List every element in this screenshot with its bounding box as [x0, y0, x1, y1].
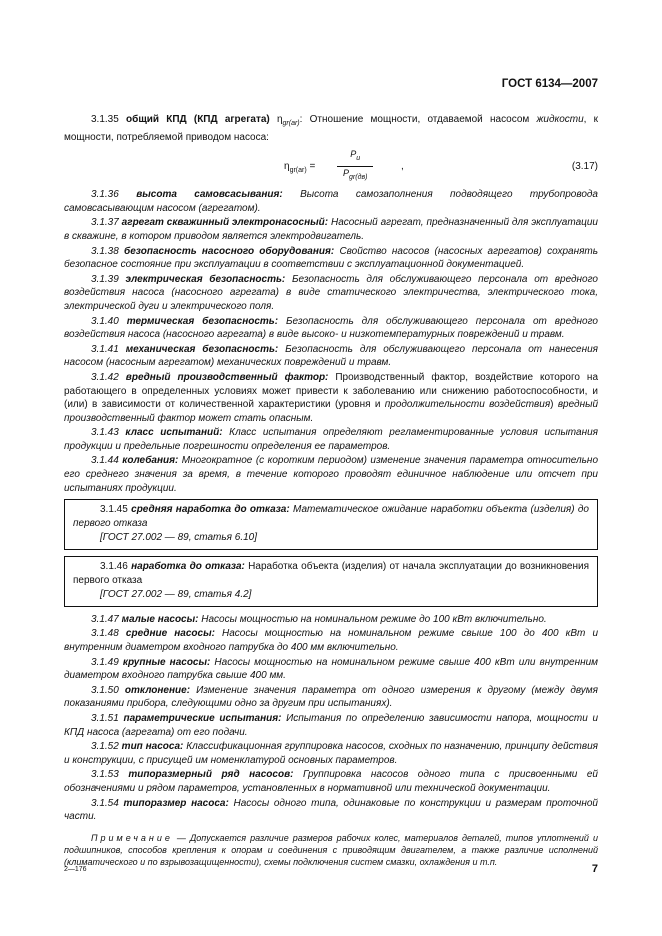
clause-number: 3.1.53 — [91, 769, 119, 781]
clause-number: 3.1.51 — [91, 712, 119, 724]
definition-3-1-46 — [73, 560, 589, 587]
definition-text: Изменение значения параметра от одного измерения к другому (между двумя показаниями прибора, следующими одно за другим при испытаниях). — [64, 684, 599, 710]
definition-text: Многократное (с коротким периодом) изменение значения параметра относительно его среднего значения за время, в течение которого проводят единичное наблюдение или отсчет при испытаниях продукции. — [64, 455, 599, 494]
definition-item — [64, 684, 598, 711]
term: колебания: — [122, 455, 179, 467]
term: типоразмер насоса: — [123, 797, 229, 809]
note — [64, 832, 598, 869]
formula-tail: , — [401, 161, 404, 173]
clause-number: 3.1.44 — [91, 455, 119, 467]
definition-text: Наработка объекта (изделия) от начала эксплуатации до возникновения первого отказа — [73, 561, 590, 586]
definition-item — [64, 627, 598, 654]
definition-text: : Отношение мощности, отдаваемой насосом жидкости, к мощности, потребляемой приводом насоса: — [64, 114, 599, 143]
clause-number: 3.1.43 — [91, 427, 119, 439]
definition-3-1-42 — [64, 371, 598, 425]
definition-text: Насосный агрегат, предназначенный для эксплуатации в скважине, в котором приводом является электродвигатель. — [64, 217, 598, 242]
document-header-id: ГОСТ 6134—2007 — [501, 78, 598, 90]
formula-fraction — [337, 148, 373, 184]
definition-item — [64, 768, 598, 795]
reference-citation: [ГОСТ 27.002 — 89, статья 4.2] — [100, 589, 252, 601]
definition-text: Испытания по определению зависимости напора, мощности и КПД насоса (агрегата) от его подачи. — [64, 712, 599, 738]
term: агрегат скважинный электронасосный: — [121, 217, 329, 229]
clause-number: 3.1.35 — [91, 114, 119, 125]
term: электрическая безопасность: — [125, 273, 286, 285]
definition-text: Безопасность для обслуживающего персонала от вредного воздействия насоса (насосного агрегата) в виде высоко- и низкотемпературных повреждений и травм. — [64, 315, 598, 341]
definition-text: Высота самозаполнения подводящего трубопровода самовсасывающим насосом (агрегатом). — [64, 189, 598, 214]
formula-lhs: $\eta_{gr(ar)}$ = — [284, 161, 316, 175]
definition-text: Насосы одного типа, одинаковые по конструкции и размерам проточной части. — [64, 797, 598, 823]
term: крупные насосы: — [122, 656, 211, 668]
definition-text: Свойство насосов (насосных агрегатов) сохранять безопасное состояние при эксплуатации в соответствии с эксплуатационной документацией. — [64, 245, 599, 271]
page-content — [64, 113, 598, 878]
term: вредный производственный фактор: — [125, 371, 329, 383]
term: средняя наработка до отказа: — [131, 504, 290, 516]
reference-citation: [ГОСТ 27.002 — 89, статья 6.10] — [100, 532, 257, 544]
formula-3-17 — [64, 148, 598, 182]
definition-text: Производственный фактор, воздействие которого на работающего в определенных условиях может привести к заболеванию или снижению работоспособности, и (или) в зависимости от количественной характеристики (уровня и продолжительности воздействия) вредный производственный фактор может стать опасным. — [64, 371, 599, 424]
page-number: 7 — [591, 863, 598, 875]
term: механическая безопасность: — [125, 343, 279, 355]
clause-number: 3.1.39 — [91, 273, 119, 285]
term: отклонение: — [124, 684, 191, 696]
definition-item — [64, 343, 598, 370]
term: безопасность насосного оборудования: — [124, 245, 335, 257]
definitions-list-1 — [64, 188, 598, 370]
definition-item — [64, 315, 598, 342]
definition-text: Насосы мощностью на номинальном режиме свыше 400 кВт или внутренним диаметром входного патрубка свыше 400 мм. — [64, 656, 599, 682]
definition-item — [64, 426, 598, 453]
clause-number: 3.1.47 — [91, 613, 119, 625]
definition-text: Безопасность для обслуживающего персонала от вредного воздействия насоса (насосного агрегата) в виде статического электричества, электрического тока, электрической дуги и электрического поля. — [64, 273, 598, 312]
definition-3-1-45 — [73, 503, 589, 530]
definition-text: Группировка насосов одного типа с присвоенными ей обозначениями и рядом параметров, установленных в нормативной или технической документации. — [64, 769, 598, 794]
clause-number: 3.1.40 — [91, 315, 119, 327]
definition-text: Математическое ожидание наработки объекта (изделия) до первого отказа — [73, 504, 589, 529]
note-text: — Допускается различие размеров рабочих колес, материалов деталей, типов уплотнений и подшипников, способов крепления к опорам и соединения с приводящим двигателем, а также различие исполнений (климатического и по взрывозащищенности), схемы подключения систем смазки, охлаждения и т.п. — [64, 832, 598, 868]
term: наработка до отказа: — [131, 561, 245, 573]
term: малые насосы: — [121, 613, 199, 625]
definition-item — [64, 454, 598, 495]
term: тип насоса: — [121, 741, 184, 753]
clause-number: 3.1.54 — [91, 797, 119, 809]
symbol: $\eta_{gr(ar)}$ — [276, 114, 300, 127]
definition-item — [64, 188, 598, 215]
term: высота самовсасывания: — [136, 189, 283, 201]
fraction-denominator: $P_{gr(дв)}$ — [343, 167, 368, 181]
footer-sheet-code: 2—176 — [64, 866, 87, 873]
definition-text: Насосы мощностью на номинальном режиме свыше 100 до 400 кВт и внутренним диаметром входного патрубка до 400 мм включительно. — [64, 628, 599, 653]
definition-item — [64, 245, 598, 272]
clause-number: 3.1.36 — [91, 189, 119, 201]
boxed-definition-3-1-45 — [64, 499, 598, 550]
definitions-list-3 — [64, 613, 598, 824]
definition-text: Безопасность для обслуживающего персонала от нанесения насосом (насосным агрегатом) механических повреждений и травм. — [64, 343, 598, 369]
definition-item — [64, 740, 598, 767]
definition-3-1-35 — [64, 113, 598, 144]
clause-number: 3.1.42 — [91, 371, 119, 383]
definition-item — [64, 613, 598, 627]
term: класс испытаний: — [125, 427, 223, 439]
definition-text: Класс испытания определяют регламентированные условия испытания продукции и предельные погрешности определения ее параметров. — [64, 427, 598, 452]
clause-number: 3.1.52 — [91, 741, 119, 753]
term: термическая безопасность: — [126, 315, 279, 327]
term: параметрические испытания: — [123, 712, 282, 724]
definition-item — [64, 273, 598, 314]
definition-item — [64, 797, 598, 824]
clause-number: 3.1.37 — [91, 217, 119, 229]
term: средние насосы: — [125, 628, 215, 640]
definition-text: Классификационная группировка насосов, сходных по назначению, принципу действия и конструкции, с присущей им номенклатурой основных параметров. — [64, 741, 598, 766]
clause-number: 3.1.41 — [91, 343, 119, 355]
term: общий КПД (КПД агрегата) — [126, 114, 270, 125]
definition-item — [64, 656, 598, 683]
note-label: Примечание — [91, 832, 173, 843]
clause-number: 3.1.48 — [91, 628, 119, 640]
definition-text: Насосы мощностью на номинальном режиме до 100 кВт включительно. — [198, 613, 547, 625]
clause-number: 3.1.50 — [91, 684, 119, 696]
boxed-definition-3-1-46 — [64, 556, 598, 607]
definition-item — [64, 712, 598, 739]
clause-number: 3.1.46 — [100, 561, 128, 573]
term: типоразмерный ряд насосов: — [128, 769, 294, 781]
clause-number: 3.1.38 — [91, 245, 119, 257]
fraction-numerator: $P_u$ — [337, 148, 373, 166]
clause-number: 3.1.45 — [100, 504, 128, 516]
equation-number: (3.17) — [571, 161, 598, 173]
definition-item — [64, 216, 598, 243]
definitions-list-2 — [64, 426, 598, 495]
clause-number: 3.1.49 — [91, 656, 119, 668]
